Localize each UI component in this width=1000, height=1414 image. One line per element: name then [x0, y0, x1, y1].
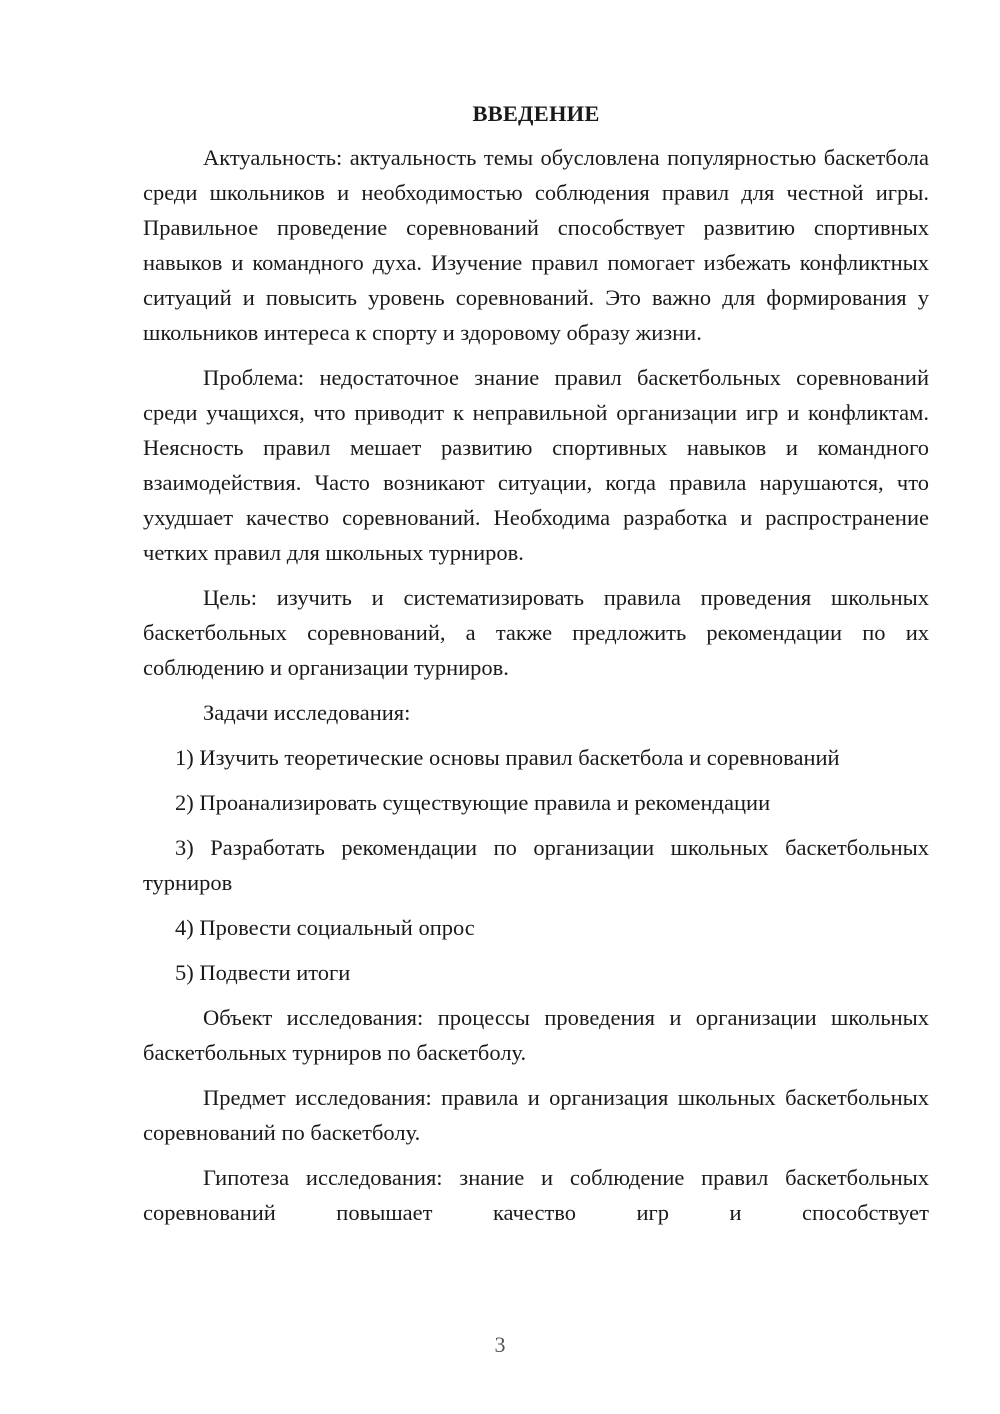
- page-number: 3: [494, 1332, 506, 1357]
- paragraph-goal: Цель: изучить и систематизировать правила проведения школьных баскетбольных соревнований, а также предложить рекомендации по их соблюдению и организации турниров.: [143, 585, 929, 680]
- task-item-3: 3) Разработать рекомендации по организации школьных баскетбольных турниров: [143, 835, 929, 895]
- paragraph-subject: Предмет исследования: правила и организация школьных баскетбольных соревнований по баскетболу.: [143, 1085, 929, 1145]
- paragraph-problem: Проблема: недостаточное знание правил баскетбольных соревнований среди учащихся, что приводит к неправильной организации игр и конфликтам. Неясность правил мешает развитию спортивных навыков и командного взаимодействия. Часто возникают ситуации, когда правила нарушаются, что ухудшает качество соревнований. Необходима разработка и распространение четких правил для школьных турниров.: [143, 365, 929, 565]
- paragraph-object: Объект исследования: процессы проведения и организации школьных баскетбольных турниров по баскетболу.: [143, 1005, 929, 1065]
- tasks-heading: Задачи исследования:: [203, 700, 411, 725]
- document-page: [143, 96, 929, 1240]
- task-item-2: 2) Проанализировать существующие правила и рекомендации: [175, 790, 771, 815]
- task-item-1: 1) Изучить теоретические основы правил баскетбола и соревнований: [175, 745, 840, 770]
- section-title: ВВЕДЕНИЕ: [472, 101, 600, 126]
- task-item-5: 5) Подвести итоги: [175, 960, 351, 985]
- task-item-4: 4) Провести социальный опрос: [175, 915, 475, 940]
- tasks-list: [143, 740, 929, 990]
- paragraph-relevance: Актуальность: актуальность темы обусловлена популярностью баскетбола среди школьников и необходимостью соблюдения правил для честной игры. Правильное проведение соревнований способствует развитию спортивных навыков и командного духа. Изучение правил помогает избежать конфликтных ситуаций и повысить уровень соревнований. Это важно для формирования у школьников интереса к спорту и здоровому образу жизни.: [143, 145, 929, 345]
- paragraph-hypothesis: Гипотеза исследования: знание и соблюдение правил баскетбольных соревнований повышает качество игр и способствует: [143, 1165, 929, 1225]
